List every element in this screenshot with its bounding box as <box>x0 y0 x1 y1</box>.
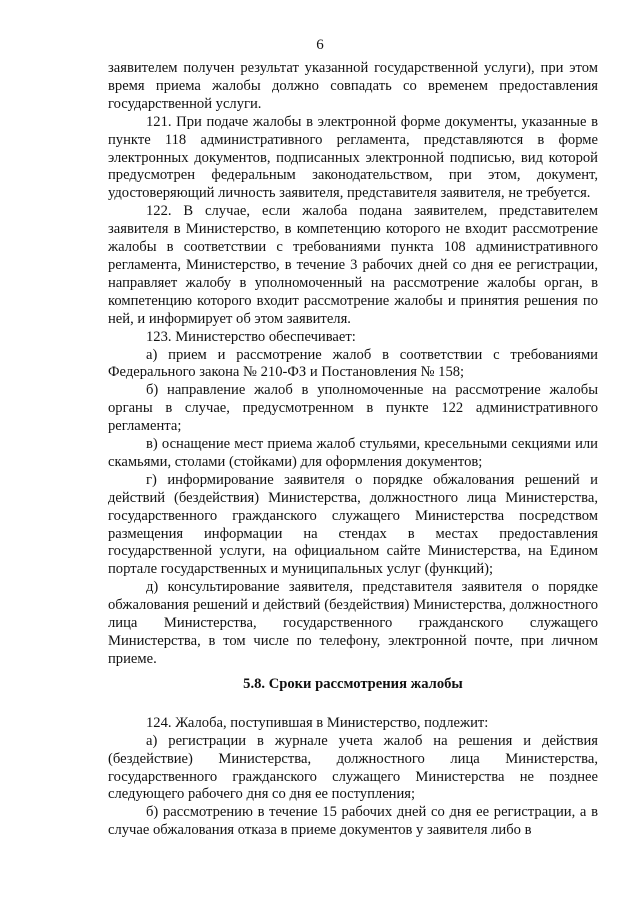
paragraph: а) прием и рассмотрение жалоб в соответствии с требованиями Федерального закона № 210-ФЗ и Постановления № 158; <box>108 346 598 381</box>
paragraph: 121. При подаче жалобы в электронной форме документы, указанные в пункте 118 административного регламента, представляются в форме электронных документов, подписанных электронной подписью, вид которой предусмотрен федеральным законодательством, при этом, документ, удостоверяющий личность заявителя, представителя заявителя, не требуется. <box>108 113 598 202</box>
paragraph: 124. Жалоба, поступившая в Министерство, подлежит: <box>146 714 489 731</box>
paragraph: заявителем получен результат указанной государственной услуги), при этом время приема жалобы должно совпадать со временем предоставления государственной услуги. <box>108 60 598 112</box>
document-body <box>108 60 598 840</box>
paragraphs-after-heading <box>108 715 598 840</box>
paragraph: д) консультирование заявителя, представителя заявителя о порядке обжалования решений и действий (бездействия) Министерства, должностного лица Министерства, государственного гражданского служащего Министерства, в том числе по телефону, электронной почте, при личном приеме. <box>108 579 598 667</box>
paragraph: 123. Министерство обеспечивает: <box>146 328 356 345</box>
paragraphs-before-heading <box>108 60 598 669</box>
section-heading: 5.8. Сроки рассмотрения жалобы <box>243 675 463 692</box>
paragraph: 122. В случае, если жалоба подана заявителем, представителем заявителя в Министерство, в компетенцию которого не входит рассмотрение жалобы в соответствии с требованиями пункта 108 административного регламента, Министерство, в течение 3 рабочих дней со дня ее регистрации, направляет жалобу в уполномоченный на рассмотрение жалобы орган, в компетенцию которого входит рассмотрение жалобы и принятия решения по ней, и информирует об этом заявителя. <box>108 203 598 327</box>
page-number: 6 <box>316 37 324 53</box>
paragraph: в) оснащение мест приема жалоб стульями, кресельными секциями или скамьями, столами (стойками) для оформления документов; <box>108 436 598 470</box>
paragraph: б) рассмотрению в течение 15 рабочих дней со дня ее регистрации, а в случае обжалования отказа в приеме документов у заявителя либо в <box>108 804 598 839</box>
paragraph: г) информирование заявителя о порядке обжалования решений и действий (бездействия) Министерства, должностного лица Министерства, государственного гражданского служащего Министерства посредством размещения информации на стендах в местах предоставления государственной услуги, на официальном сайте Министерства, на Едином портале государственных и муниципальных услуг (функций); <box>108 471 598 578</box>
paragraph: б) направление жалоб в уполномоченные на рассмотрение жалобы органы в случае, предусмотренном в пункте 122 административного регламента; <box>108 382 598 435</box>
paragraph: а) регистрации в журнале учета жалоб на решения и действия (бездействие) Министерства, должностного лица Министерства, государственного гражданского служащего Министерства не позднее следующего рабочего дня со дня ее поступления; <box>108 732 598 803</box>
